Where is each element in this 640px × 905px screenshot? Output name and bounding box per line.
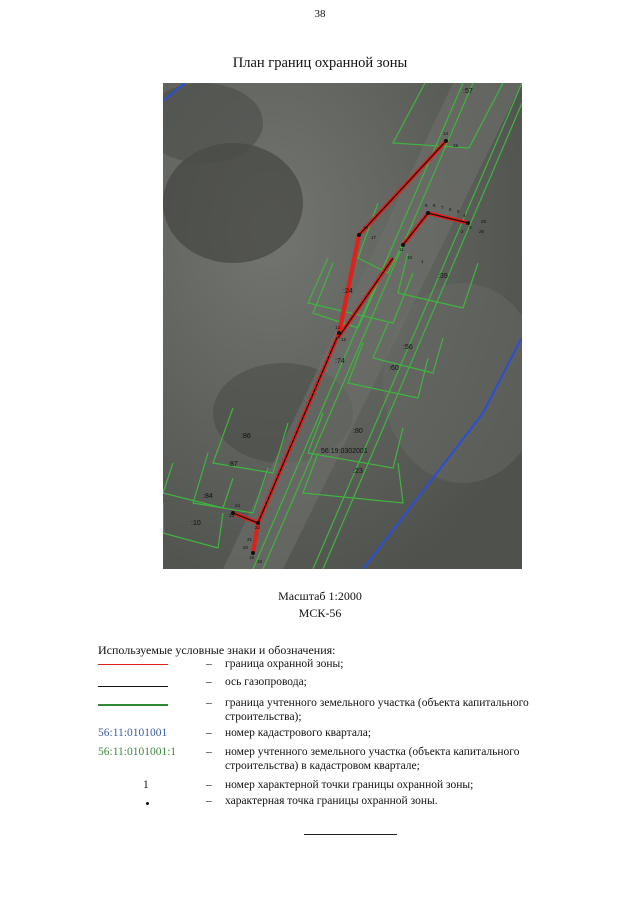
point-number: 26 xyxy=(479,229,485,234)
parcel-label: :86 xyxy=(241,433,251,440)
black-line-symbol xyxy=(98,686,168,687)
point-number: 6 xyxy=(449,207,452,212)
red-line-symbol xyxy=(98,664,168,665)
map-svg xyxy=(163,83,522,569)
map-image xyxy=(163,83,522,569)
point-number: 12 xyxy=(341,337,347,342)
crs-text: МСК-56 xyxy=(298,606,342,620)
parcel-label: :24 xyxy=(343,288,353,295)
legend-item-parcel-border: – граница учтенного земельного участка (объекта капитального строительства); xyxy=(98,696,578,724)
parcel-label: :84 xyxy=(203,493,213,500)
point-number: 19 xyxy=(249,555,255,560)
point-number: 14 xyxy=(443,131,449,136)
footer-divider xyxy=(304,834,397,835)
point-number: 24 xyxy=(235,503,241,508)
dot-symbol xyxy=(146,802,149,805)
point-number: 5 xyxy=(457,209,460,214)
parcel-label: :57 xyxy=(463,88,473,95)
legend-item-block-number: 56:11:0101001 – номер кадастрового квартала; xyxy=(98,727,372,739)
legend-item-point-number: 1 – номер характерной точки границы охранной зоны; xyxy=(143,779,474,791)
parcel-label: :87 xyxy=(228,461,238,468)
point-number: 15 xyxy=(453,143,459,148)
point-number: 8 xyxy=(433,203,436,208)
parcel-label: :56 xyxy=(403,344,413,351)
point-number: 17 xyxy=(371,235,377,240)
parcel-label: :23 xyxy=(353,468,363,475)
point-number: 16 xyxy=(363,225,369,230)
parcel-label: :60 xyxy=(389,365,399,372)
point-number: 11 xyxy=(399,247,404,252)
page-title: План границ охранной зоны xyxy=(232,55,408,71)
parcel-label: :80 xyxy=(353,428,363,435)
point-number: 7 xyxy=(441,205,444,210)
point-number: 1 xyxy=(421,259,424,264)
point-number: 4 xyxy=(463,213,466,218)
point-number: 18 xyxy=(257,559,263,564)
point-number: 25 xyxy=(481,219,487,224)
page-number: 38 xyxy=(314,8,326,20)
parcel-label: :74 xyxy=(335,358,345,365)
point-number: 3 xyxy=(469,225,472,230)
point-number: 13 xyxy=(335,325,341,330)
legend-item-point: – характерная точка границы охранной зоны. xyxy=(98,794,578,808)
parcel-label: :39 xyxy=(438,273,448,280)
legend-item-zone-border: – граница охранной зоны; xyxy=(98,657,578,671)
parcel-label: :10 xyxy=(191,520,201,527)
point-number: 22 xyxy=(255,525,261,530)
scale-text: Масштаб 1:2000 xyxy=(278,589,362,603)
point-number: 20 xyxy=(243,545,249,550)
legend-item-parcel-number: 56:11:0101001:1 – номер учтенного земельного участка (объекта капитального строительства) в кадастровом квартале; xyxy=(98,746,520,772)
block-label: 56:19:0302001 xyxy=(321,448,368,455)
scale-block xyxy=(0,588,640,622)
green-line-symbol xyxy=(98,704,168,706)
point-number: 21 xyxy=(247,537,253,542)
legend-item-pipe-axis: – ось газопровода; xyxy=(98,675,578,689)
point-number: 9 xyxy=(425,203,428,208)
point-number: 2 xyxy=(461,229,464,234)
point-number: 23 xyxy=(229,513,235,518)
point-number: 10 xyxy=(407,255,413,260)
legend-heading: Используемые условные знаки и обозначения: xyxy=(98,643,336,657)
